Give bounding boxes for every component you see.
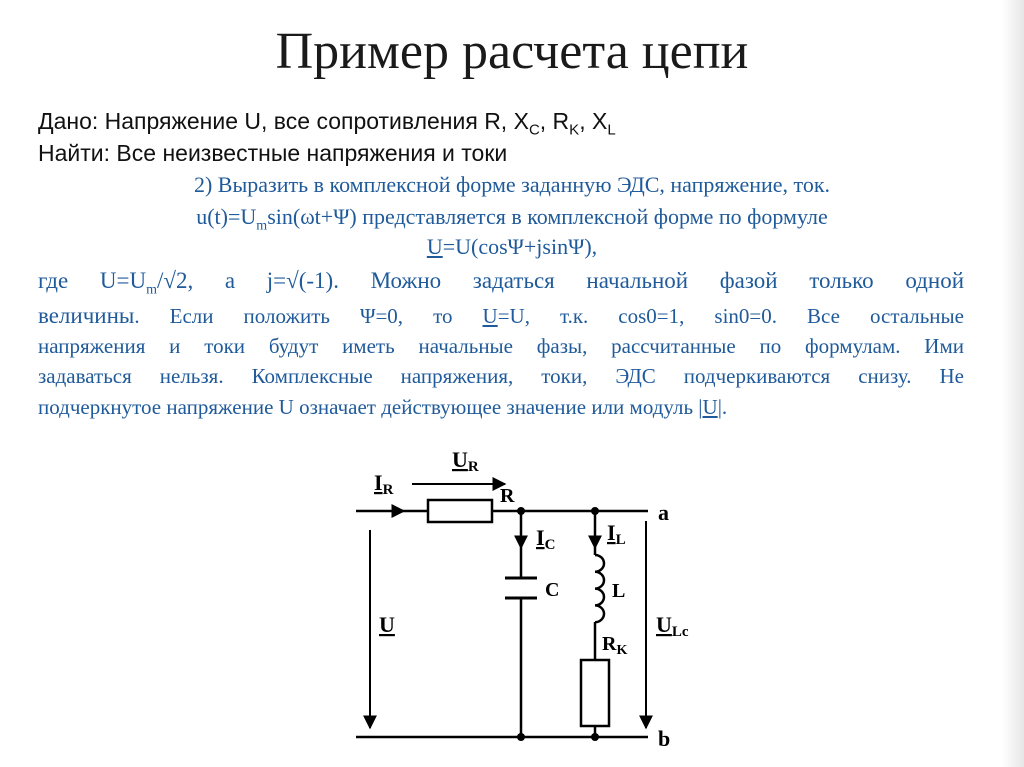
node-dot-l-bottom: [591, 733, 599, 741]
para-l1-a: где U=U: [38, 268, 147, 293]
para-l2-b: . Если положить Ψ=0, то: [134, 304, 483, 328]
step-line-1: 2) Выразить в комплексной форме заданную ЭДС, напряжение, ток.: [193, 172, 831, 197]
given-sub-k: K: [569, 121, 580, 139]
given-xl-prefix: , X: [579, 108, 608, 134]
para-line-3: напряжения и токи будут иметь начальные фазы, рассчитанные по формулам. Ими: [38, 334, 964, 358]
step-line-2-a: u(t)=U: [196, 204, 257, 229]
label-ir: IR: [374, 470, 394, 498]
para-l5-b: |.: [717, 395, 728, 419]
given-sub-c: C: [528, 121, 540, 139]
capacitor-c: [505, 578, 537, 598]
find-label: Найти:: [38, 140, 111, 166]
node-dot-c-top: [517, 507, 525, 515]
para-l2-u: U: [482, 304, 498, 328]
resistor-rk: [581, 660, 609, 726]
label-node-b: b: [658, 726, 671, 751]
para-l5-a: подчеркнутое напряжение U означает действующее значение или модуль |: [38, 395, 703, 419]
given-sub-l: L: [607, 121, 616, 139]
label-c: C: [545, 579, 560, 601]
label-ulc: ULc: [656, 612, 689, 640]
resistor-r: [428, 500, 492, 522]
step-line-2-sub: m: [256, 218, 268, 234]
slide-title: Пример расчета цепи: [275, 23, 749, 80]
node-dot-l-top: [591, 507, 599, 515]
complex-u-symbol: U: [426, 234, 443, 259]
inductor-l: [595, 555, 604, 622]
label-ic: IC: [536, 525, 556, 553]
step-line-3-rest: =U(cosΨ+jsinΨ),: [442, 234, 598, 259]
label-rk: $R_K$: [602, 633, 628, 658]
find-text: Все неизвестные напряжения и токи: [116, 140, 508, 166]
label-u: U: [379, 612, 395, 637]
para-l5-u: U: [702, 395, 718, 419]
label-ur: UR: [452, 447, 479, 475]
node-dot-c-bottom: [517, 733, 525, 741]
given-text: Напряжение U, все сопротивления R, X: [104, 108, 529, 134]
label-node-a: a: [658, 500, 669, 525]
given-label: Дано:: [38, 108, 99, 134]
given-rk-prefix: , R: [539, 108, 570, 134]
para-l1-sub: m: [146, 282, 157, 298]
para-l2-c: =U, т.к. cos0=1, sin0=0. Все остальные: [497, 304, 964, 328]
step-line-2-b: sin(ωt+Ψ) представляется в комплексной форме по формуле: [267, 204, 828, 229]
label-l: L: [612, 580, 626, 602]
para-l1-b: /√2, а j=√(-1). Можно задаться начальной фазой только одной: [156, 268, 965, 293]
para-l2-a: величины: [38, 303, 135, 328]
label-il: IL: [607, 520, 626, 548]
label-r: R: [500, 485, 515, 507]
para-line-4: задаваться нельзя. Комплексные напряжения, токи, ЭДС подчеркиваются снизу. Не: [38, 364, 964, 388]
